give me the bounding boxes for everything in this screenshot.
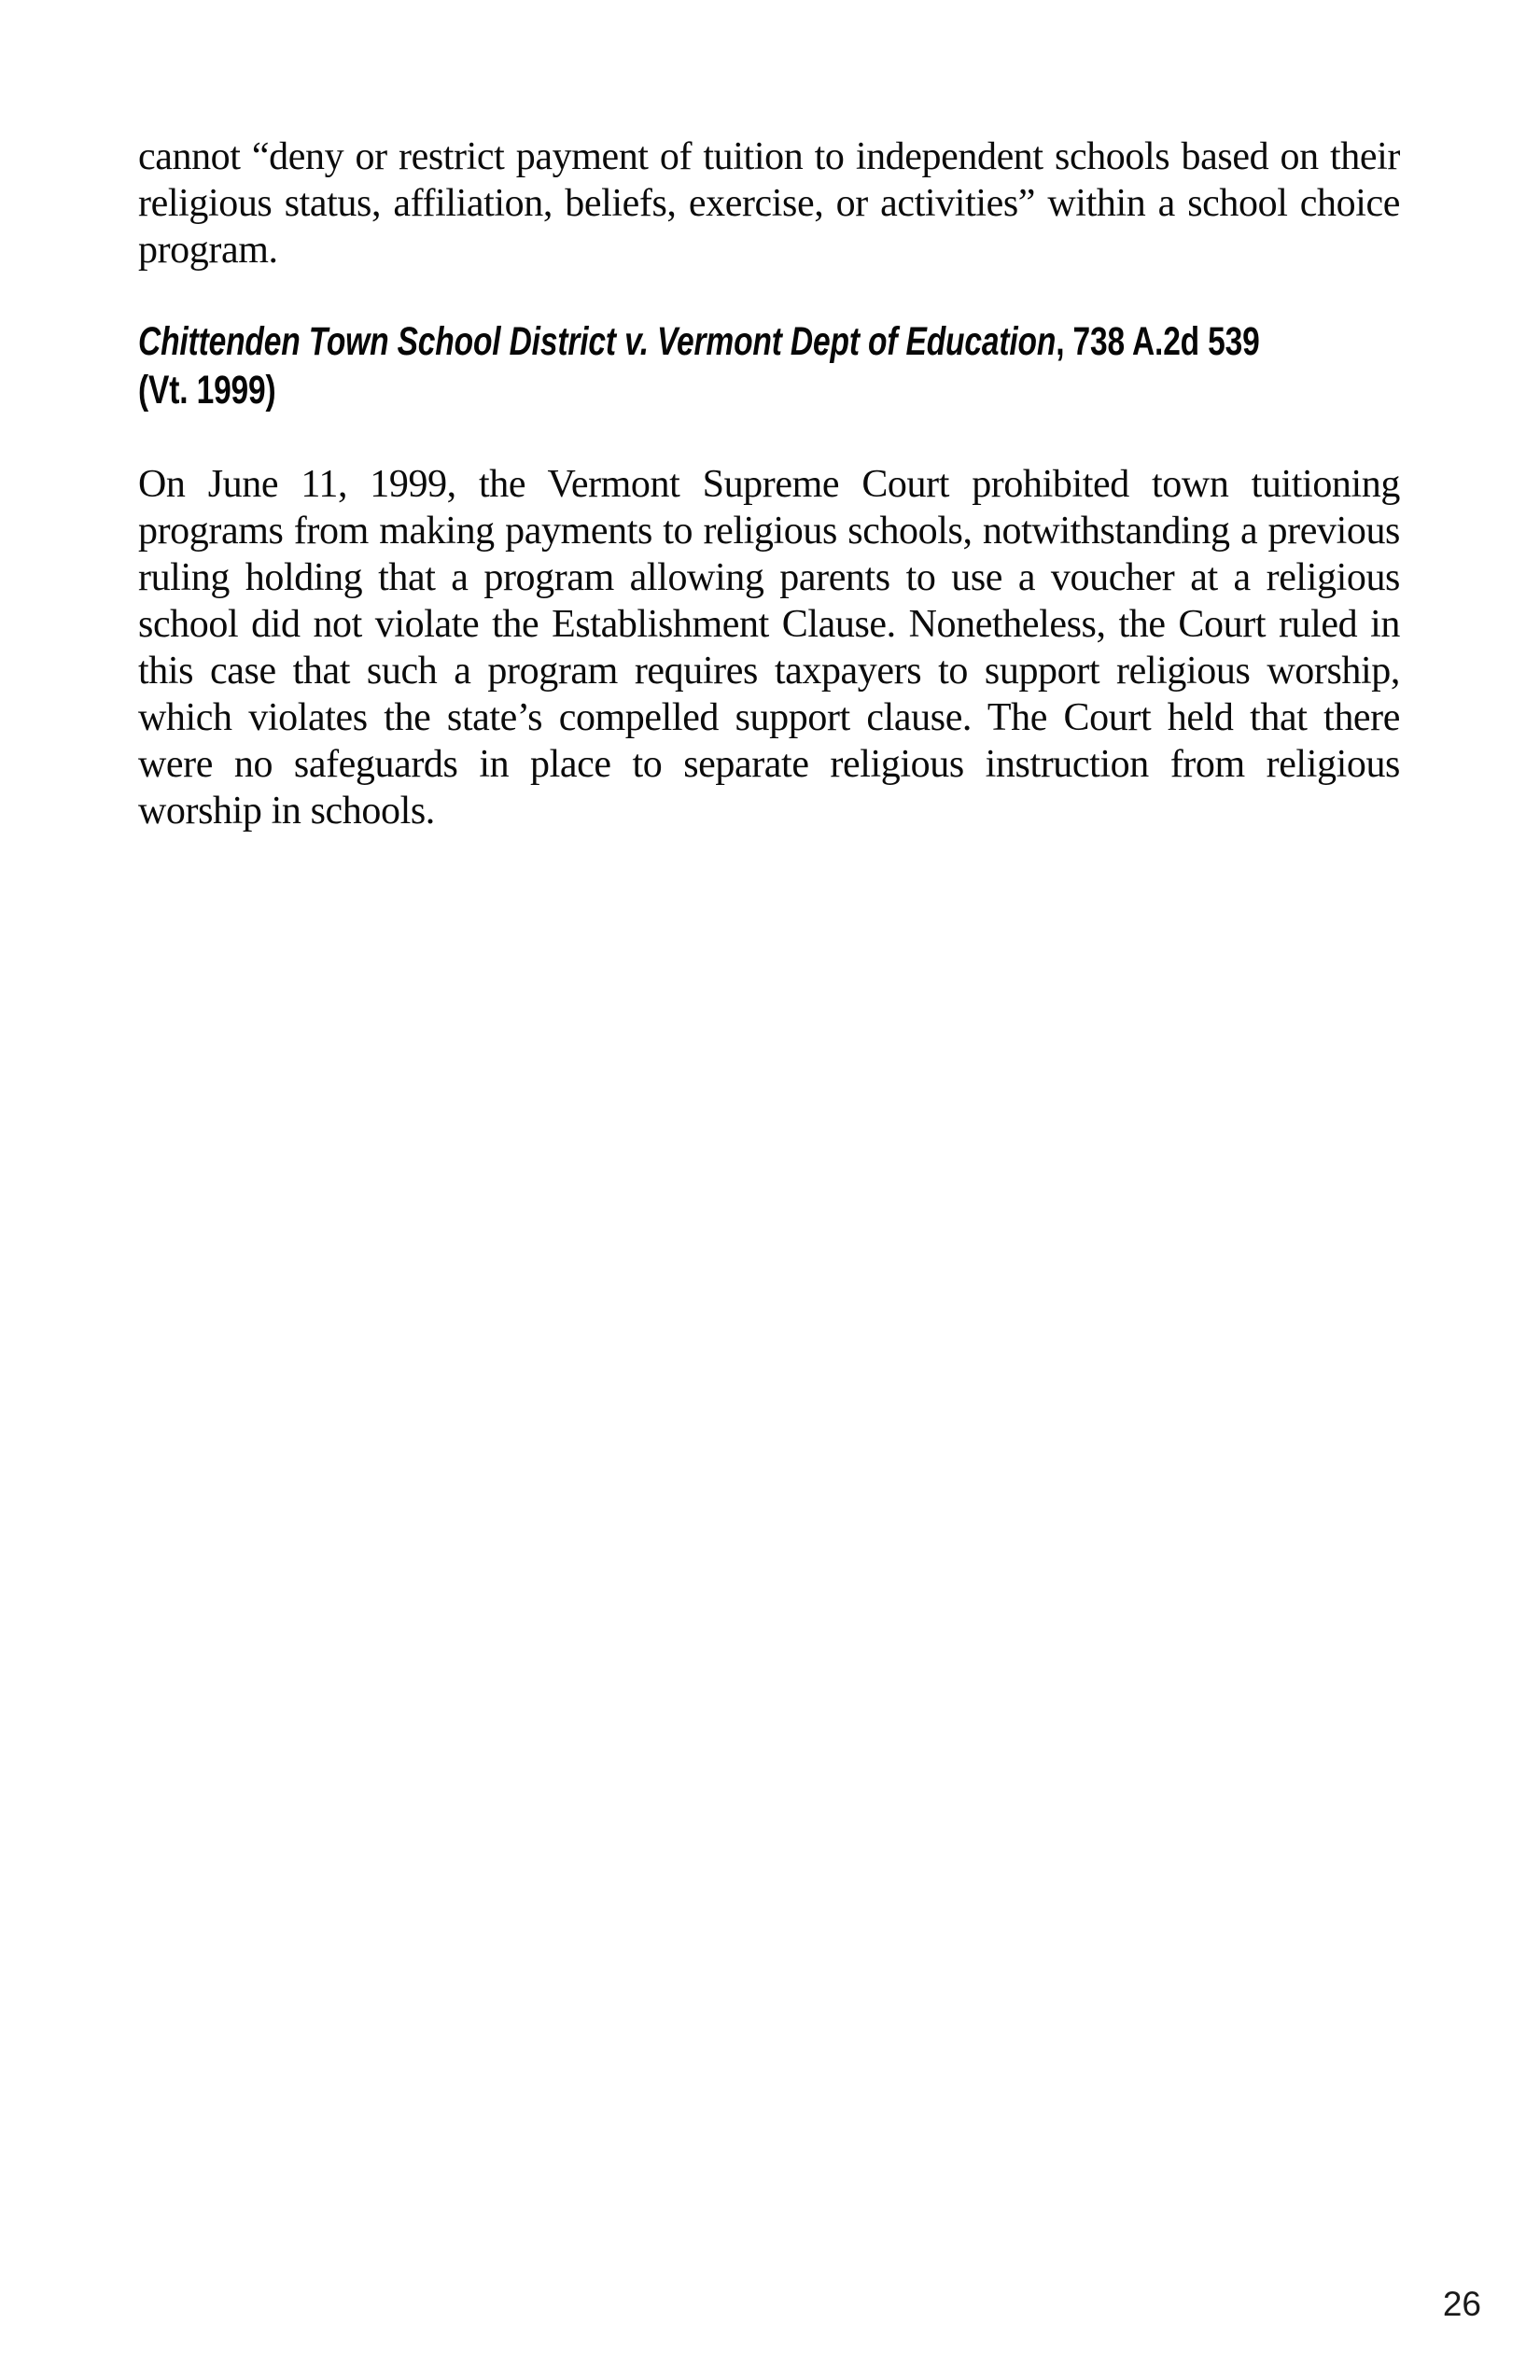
- case-citation: , 738 A.2d 539: [1056, 319, 1260, 364]
- case-heading: [138, 317, 1400, 414]
- paragraph-intro: cannot “deny or restrict payment of tuition to independent schools based on their religious status, affiliation, beliefs, exercise, or activities” within a school choice program.: [138, 135, 1400, 272]
- case-heading-line2: (Vt. 1999): [138, 368, 276, 413]
- case-heading-line1: [138, 317, 1400, 366]
- paragraph-case-summary: On June 11, 1999, the Vermont Supreme Court prohibited town tuitioning programs from making payments to religious schools, notwithstanding a previous ruling holding that a program allowing parents to use a voucher at a religious school did not violate the Establishment Clause. Nonetheless, the Court ruled in this case that such a program requires taxpayers to support religious worship, which violates the state’s compelled support clause. The Court held that there were no safeguards in place to separate religious instruction from religious worship in schools.: [138, 463, 1400, 833]
- case-name-italic: Chittenden Town School District v. Vermont Dept of Education: [138, 319, 1057, 364]
- page-number: 26: [1442, 2285, 1481, 2323]
